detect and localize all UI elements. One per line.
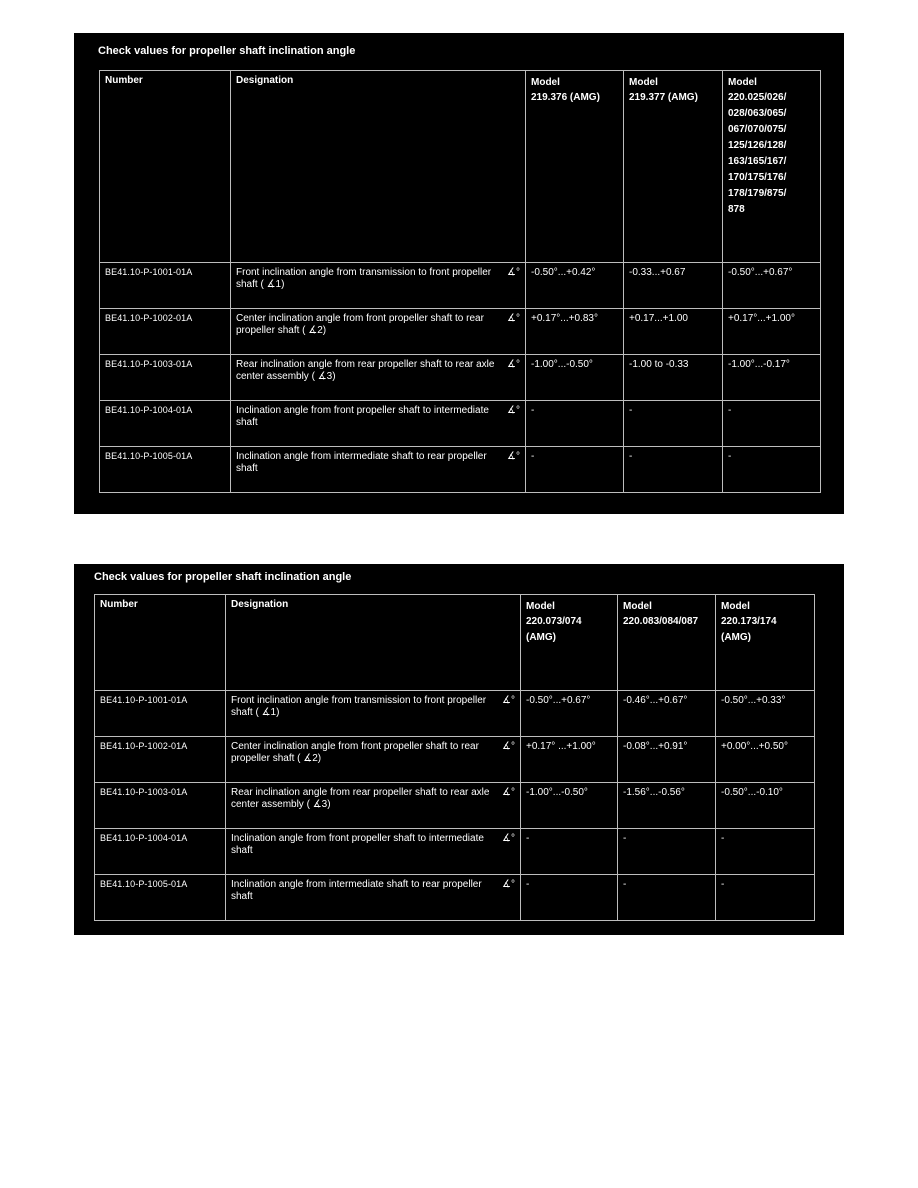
designation-text: Inclination angle from front propeller shaft to intermediate shaft: [236, 405, 489, 428]
model-label: Model: [721, 601, 750, 612]
model-code: 219.376 (AMG): [531, 92, 600, 103]
number-header: Number: [95, 595, 226, 691]
value-cell: +0.17°...+1.00°: [723, 309, 821, 355]
designation-header: Designation: [231, 71, 526, 263]
value-cell: -0.50°...+0.67°: [723, 263, 821, 309]
number-cell: BE41.10-P-1004-01A: [95, 829, 226, 875]
designation-text: Center inclination angle from front propeller shaft to rear propeller shaft ( ∡2): [236, 313, 484, 336]
value-cell: -: [716, 875, 815, 921]
number-cell: BE41.10-P-1005-01A: [95, 875, 226, 921]
model-label: Model: [623, 601, 652, 612]
value-cell: -1.00°...-0.50°: [521, 783, 618, 829]
designation-cell: [226, 737, 521, 783]
model-code: 067/070/075/: [728, 124, 787, 135]
designation-text: Front inclination angle from transmission to front propeller shaft ( ∡1): [236, 267, 492, 290]
model-code: 163/165/167/: [728, 156, 787, 167]
value-cell: -: [526, 401, 624, 447]
value-cell: -0.50°...+0.42°: [526, 263, 624, 309]
designation-cell: [231, 309, 526, 355]
value-cell: -: [624, 447, 723, 493]
value-cell: -: [521, 829, 618, 875]
number-cell: BE41.10-P-1002-01A: [100, 309, 231, 355]
designation-cell: [226, 875, 521, 921]
number-header: Number: [100, 71, 231, 263]
inclination-table-2: [94, 594, 815, 921]
value-cell: -0.50°...+0.33°: [716, 691, 815, 737]
model-code: 125/126/128/: [728, 140, 787, 151]
value-cell: -: [526, 447, 624, 493]
number-cell: BE41.10-P-1003-01A: [100, 355, 231, 401]
angle-icon: ∡°: [502, 695, 515, 706]
angle-icon: ∡°: [507, 359, 520, 370]
value-cell: -1.00 to -0.33: [624, 355, 723, 401]
inclination-table-1: [99, 70, 821, 493]
table-row: [100, 309, 821, 355]
model-header: [618, 595, 716, 691]
model-code: 220.073/074: [526, 616, 582, 627]
designation-text: Front inclination angle from transmission to front propeller shaft ( ∡1): [231, 695, 487, 718]
value-cell: -0.33...+0.67: [624, 263, 723, 309]
table-row: [95, 783, 815, 829]
table-row: [100, 355, 821, 401]
model-code: 220.173/174: [721, 616, 777, 627]
number-cell: BE41.10-P-1001-01A: [95, 691, 226, 737]
designation-text: Inclination angle from front propeller shaft to intermediate shaft: [231, 833, 484, 856]
table-row: [100, 401, 821, 447]
value-cell: -: [618, 829, 716, 875]
designation-cell: [231, 263, 526, 309]
value-cell: -1.56°...-0.56°: [618, 783, 716, 829]
angle-icon: ∡°: [502, 741, 515, 752]
model-header: [716, 595, 815, 691]
model-header: [624, 71, 723, 263]
designation-text: Center inclination angle from front propeller shaft to rear propeller shaft ( ∡2): [231, 741, 479, 764]
value-cell: -0.08°...+0.91°: [618, 737, 716, 783]
spec-panel-2: [74, 564, 844, 935]
model-label: Model: [629, 77, 658, 88]
number-cell: BE41.10-P-1004-01A: [100, 401, 231, 447]
panel-title: Check values for propeller shaft inclination angle: [98, 45, 356, 57]
angle-icon: ∡°: [502, 833, 515, 844]
value-cell: +0.17...+1.00: [624, 309, 723, 355]
designation-text: Inclination angle from intermediate shaft to rear propeller shaft: [231, 879, 482, 902]
model-code: 219.377 (AMG): [629, 92, 698, 103]
value-cell: -: [618, 875, 716, 921]
header-row: [100, 71, 821, 263]
spec-panel-1: [74, 33, 844, 514]
panel-title: Check values for propeller shaft inclination angle: [94, 571, 352, 583]
value-cell: +0.17° ...+1.00°: [521, 737, 618, 783]
angle-icon: ∡°: [507, 405, 520, 416]
angle-icon: ∡°: [507, 451, 520, 462]
value-cell: -0.50°...+0.67°: [521, 691, 618, 737]
designation-header: Designation: [226, 595, 521, 691]
table-row: [95, 737, 815, 783]
number-cell: BE41.10-P-1005-01A: [100, 447, 231, 493]
designation-cell: [226, 783, 521, 829]
value-cell: -: [624, 401, 723, 447]
model-code: 170/175/176/: [728, 172, 787, 183]
value-cell: -0.50°...-0.10°: [716, 783, 815, 829]
model-code: (AMG): [526, 632, 556, 643]
model-header: [526, 71, 624, 263]
angle-icon: ∡°: [502, 879, 515, 890]
model-code: 178/179/875/: [728, 188, 787, 199]
model-code: 878: [728, 204, 745, 215]
model-code: (AMG): [721, 632, 751, 643]
model-label: Model: [531, 77, 560, 88]
table-row: [95, 691, 815, 737]
value-cell: +0.00°...+0.50°: [716, 737, 815, 783]
number-cell: BE41.10-P-1003-01A: [95, 783, 226, 829]
designation-cell: [231, 447, 526, 493]
designation-cell: [231, 355, 526, 401]
value-cell: -: [723, 447, 821, 493]
designation-text: Rear inclination angle from rear propeller shaft to rear axle center assembly ( ∡3): [231, 787, 490, 810]
designation-text: Rear inclination angle from rear propeller shaft to rear axle center assembly ( ∡3): [236, 359, 495, 382]
angle-icon: ∡°: [507, 267, 520, 278]
designation-cell: [231, 401, 526, 447]
table-row: [95, 875, 815, 921]
designation-cell: [226, 829, 521, 875]
value-cell: -: [521, 875, 618, 921]
model-code: 220.083/084/087: [623, 616, 699, 627]
designation-text: Inclination angle from intermediate shaft to rear propeller shaft: [236, 451, 487, 474]
table-row: [100, 263, 821, 309]
header-row: [95, 595, 815, 691]
model-label: Model: [526, 601, 555, 612]
number-cell: BE41.10-P-1002-01A: [95, 737, 226, 783]
value-cell: -: [716, 829, 815, 875]
value-cell: -0.46°...+0.67°: [618, 691, 716, 737]
model-header: [521, 595, 618, 691]
number-cell: BE41.10-P-1001-01A: [100, 263, 231, 309]
value-cell: -1.00°...-0.17°: [723, 355, 821, 401]
angle-icon: ∡°: [507, 313, 520, 324]
model-header: [723, 71, 821, 263]
model-code: 220.025/026/: [728, 92, 787, 103]
value-cell: -: [723, 401, 821, 447]
table-row: [95, 829, 815, 875]
angle-icon: ∡°: [502, 787, 515, 798]
value-cell: -1.00°...-0.50°: [526, 355, 624, 401]
designation-cell: [226, 691, 521, 737]
model-label: Model: [728, 77, 757, 88]
table-row: [100, 447, 821, 493]
model-code: 028/063/065/: [728, 108, 787, 119]
value-cell: +0.17°...+0.83°: [526, 309, 624, 355]
